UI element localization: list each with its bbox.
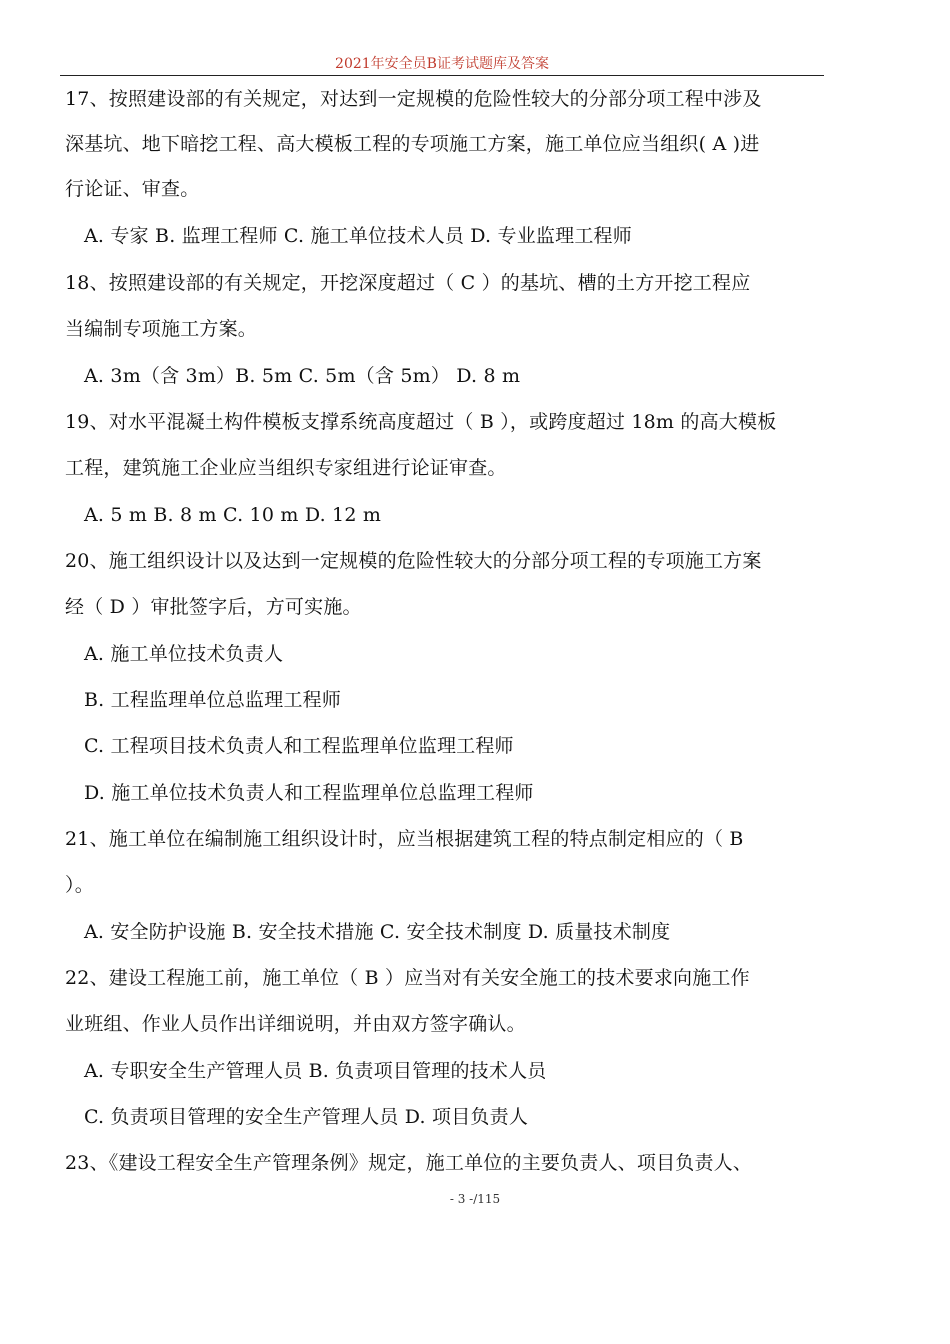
question-22-options-ab: A. 专职安全生产管理人员 B. 负责项目管理的技术人员 <box>84 1060 547 1082</box>
question-20-option-a: A. 施工单位技术负责人 <box>84 643 284 665</box>
question-22-options-cd: C. 负责项目管理的安全生产管理人员 D. 项目负责人 <box>84 1106 529 1128</box>
question-20-option-b: B. 工程监理单位总监理工程师 <box>84 689 342 711</box>
question-18-line-1: 18、按照建设部的有关规定，开挖深度超过（ C ）的基坑、槽的土方开挖工程应 <box>65 272 751 294</box>
question-23-line-1: 23、《建设工程安全生产管理条例》规定，施工单位的主要负责人、项目负责人、 <box>65 1152 753 1174</box>
question-20-line-1: 20、施工组织设计以及达到一定规模的危险性较大的分部分项工程的专项施工方案 <box>65 550 762 572</box>
question-20-line-2: 经（ D ）审批签字后，方可实施。 <box>65 596 362 618</box>
question-19-options: A. 5 m B. 8 m C. 10 m D. 12 m <box>84 504 382 526</box>
question-17-options: A. 专家 B. 监理工程师 C. 施工单位技术人员 D. 专业监理工程师 <box>84 225 632 247</box>
question-22-line-1: 22、建设工程施工前，施工单位（ B ）应当对有关安全施工的技术要求向施工作 <box>65 967 750 989</box>
header-divider <box>60 75 824 76</box>
question-21-options: A. 安全防护设施 B. 安全技术措施 C. 安全技术制度 D. 质量技术制度 <box>84 921 671 943</box>
question-19-line-2: 工程，建筑施工企业应当组织专家组进行论证审查。 <box>65 457 507 479</box>
question-17-line-1: 17、按照建设部的有关规定，对达到一定规模的危险性较大的分部分项工程中涉及 <box>65 88 762 110</box>
question-19-line-1: 19、对水平混凝土构件模板支撑系统高度超过（ B ），或跨度超过 18m 的高大模板 <box>65 411 777 433</box>
page-header-title: 2021年安全员B证考试题库及答案 <box>335 56 549 72</box>
question-18-options: A. 3m（含 3m）B. 5m C. 5m（含 5m） D. 8 m <box>84 365 521 387</box>
question-17-line-3: 行论证、审查。 <box>65 178 200 200</box>
question-21-line-2: ）。 <box>65 874 94 896</box>
question-21-line-1: 21、施工单位在编制施工组织设计时，应当根据建筑工程的特点制定相应的（ B <box>65 828 744 850</box>
page-number: - 3 -/115 <box>449 1192 501 1206</box>
question-17-line-2: 深基坑、地下暗挖工程、高大模板工程的专项施工方案，施工单位应当组织( A )进 <box>65 133 760 155</box>
question-20-option-c: C. 工程项目技术负责人和工程监理单位监理工程师 <box>84 735 514 757</box>
question-22-line-2: 业班组、作业人员作出详细说明，并由双方签字确认。 <box>65 1013 526 1035</box>
question-20-option-d: D. 施工单位技术负责人和工程监理单位总监理工程师 <box>84 782 534 804</box>
question-18-line-2: 当编制专项施工方案。 <box>65 318 258 340</box>
